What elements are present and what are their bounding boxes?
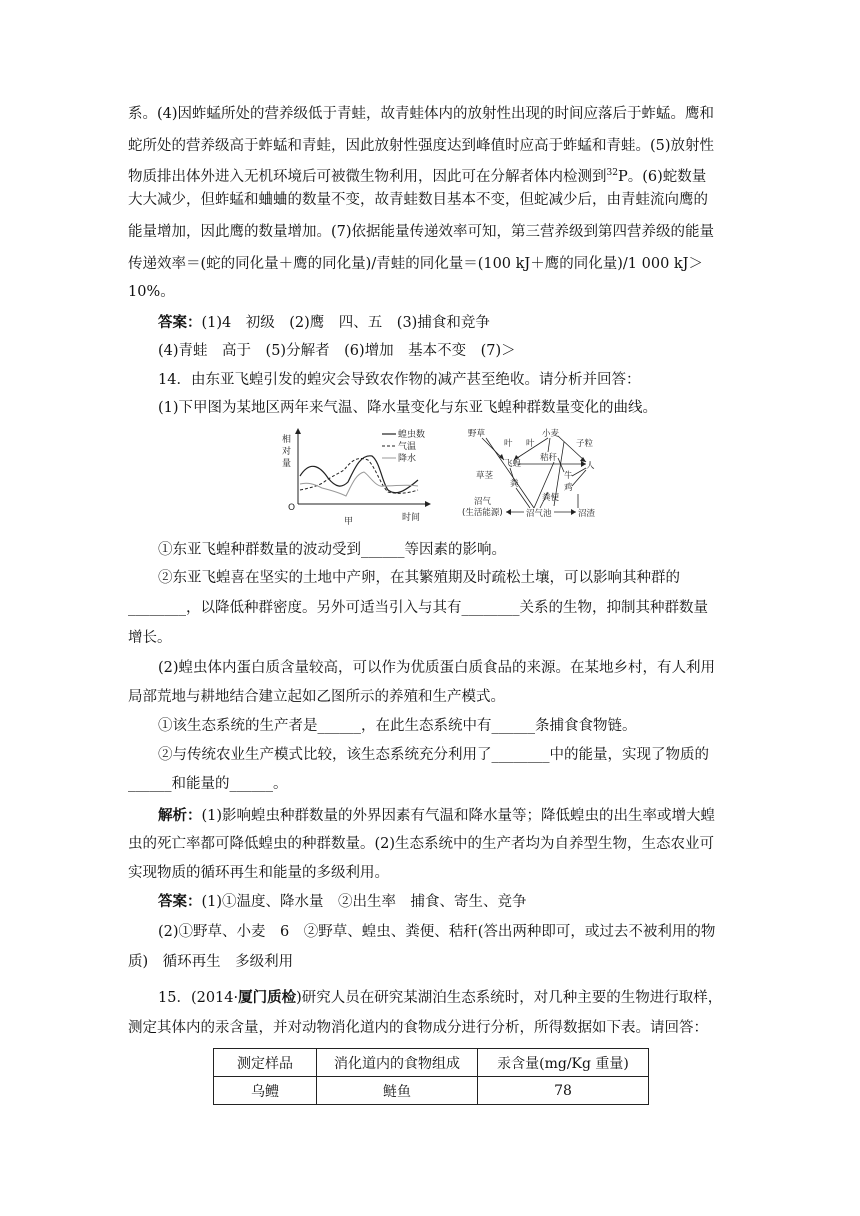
text-line: ①东亚飞蝗种群数量的波动受到______等因素的影响。 xyxy=(158,542,506,558)
node-biogas: 沼气 xyxy=(474,497,492,507)
graph-jia xyxy=(282,428,431,527)
node-locust: 飞蝗 xyxy=(504,459,522,469)
text-line: 大大减少，但蚱蜢和蛐蛐的数量不变，故青蛙数目基本不变，但蛇减少后，由青蛙流向鹰的 xyxy=(128,192,708,208)
legend-precipitation: 降水 xyxy=(398,454,417,464)
table-cell: 乌鳢 xyxy=(214,1077,317,1105)
table-cell: 78 xyxy=(478,1077,649,1105)
node-cattle: 牛 xyxy=(564,471,573,481)
analysis-line: 解析：(1)影响蝗虫种群数量的外界因素有气温和降水量等；降低蝗虫的出生率或增大蝗 xyxy=(158,808,716,824)
table-header-row xyxy=(214,1049,649,1077)
text-line: 虫的死亡率都可降低蝗虫的种群数量。(2)生态系统中的生产者均为自养型生物，生态农业可 xyxy=(128,836,715,852)
diagram-yi xyxy=(462,428,596,519)
answer-line: 答案：(1)4 初级 (2)鹰 四、五 (3)捕食和竞争 xyxy=(158,315,490,331)
node-energy-note: (生活能源) xyxy=(462,508,503,518)
text-line: (1)下甲图为某地区两年来气温、降水量变化与东亚飞蝗种群数量变化的曲线。 xyxy=(158,400,658,416)
node-wheat: 小麦 xyxy=(542,429,560,439)
node-grass-stem: 草茎 xyxy=(476,471,494,481)
text-line: 物质排出体外进入无机环境后可被微生物利用，因此可在分解者体内检测到$^{32}$P。(6)蛇数量 xyxy=(128,168,707,185)
question-title: 15．(2014·厦门质检)研究人员在研究某湖泊生态系统时，对几种主要的生物进行取样， xyxy=(158,990,723,1006)
caption-jia: 甲 xyxy=(344,517,354,527)
answer-line: 答案：(1)①温度、降水量 ②出生率 捕食、寄生、竞争 xyxy=(158,894,527,910)
answer-line: (2)①野草、小麦 6 ②野草、蝗虫、粪便、秸秆(答出两种即可，或过去不被利用的物 xyxy=(158,924,716,940)
node-residue: 沼渣 xyxy=(578,509,596,519)
text-line: ________，以降低种群密度。另外可适当引入与其有________关系的生物，抑制其种群数量 xyxy=(128,600,708,616)
answer-line: (4)青蛙 高于 (5)分解者 (6)增加 基本不变 (7)＞ xyxy=(158,343,516,359)
figure-graph-and-diagram xyxy=(278,426,608,530)
text-line: 测定其体内的汞含量，并对动物消化道内的食物成分进行分析，所得数据如下表。请回答： xyxy=(128,1020,708,1036)
legend-locust: 蝗虫数 xyxy=(398,430,426,440)
table-header: 测定样品 xyxy=(214,1049,317,1077)
text-line: 10%。 xyxy=(128,284,175,300)
text-line: ①该生态系统的生产者是______，在此生态系统中有______条捕食食物链。 xyxy=(158,718,637,734)
node-manure: 粪便 xyxy=(542,493,560,503)
text-line: (2)蝗虫体内蛋白质含量较高，可以作为优质蛋白质食品的来源。在某地乡村，有人利用 xyxy=(158,660,716,676)
text-line: 传递效率＝(蛇的同化量＋鹰的同化量)/青蛙的同化量＝(100 kJ＋鹰的同化量)/1 000 kJ＞ xyxy=(128,256,703,272)
text-line: 能量增加，因此鹰的数量增加。(7)依据能量传递效率可知，第三营养级到第四营养级的能量 xyxy=(128,224,715,240)
table-header: 汞含量(mg/Kg 重量) xyxy=(478,1049,649,1077)
y-label-2: 对 xyxy=(282,447,292,457)
table-cell: 鲢鱼 xyxy=(317,1077,478,1105)
table-header: 消化道内的食物组成 xyxy=(317,1049,478,1077)
text-line: 增长。 xyxy=(128,630,172,646)
x-axis-label: 时间 xyxy=(402,513,421,523)
origin-label: O xyxy=(288,503,296,513)
text-line: ______和能量的______。 xyxy=(128,776,288,792)
text-line: ②与传统农业生产模式比较，该生态系统充分利用了________中的能量，实现了物质的 xyxy=(158,747,709,763)
node-weeds: 野草 xyxy=(468,429,486,439)
legend-temperature: 气温 xyxy=(398,442,417,452)
text-line: 实现物质的循环再生和能量的多级利用。 xyxy=(128,865,389,881)
node-biogas-tank: 沼气池 xyxy=(526,509,552,519)
node-dung: 粪 xyxy=(510,479,519,489)
y-label-1: 相 xyxy=(282,435,292,445)
node-leaf-2: 叶 xyxy=(526,439,535,449)
node-straw: 秸秆 xyxy=(540,453,558,463)
text-line: ②东亚飞蝗喜在坚实的土地中产卵，在其繁殖期及时疏松土壤，可以影响其种群的 xyxy=(158,570,680,586)
text-line: 系。(4)因蚱蜢所处的营养级低于青蛙，故青蛙体内的放射性出现的时间应落后于蚱蜢。鹰和 xyxy=(128,106,715,122)
text-line: 蛇所处的营养级高于蚱蜢和青蛙，因此放射性强度达到峰值时应高于蚱蜢和青蛙。(5)放射性 xyxy=(128,138,715,154)
question-title: 14．由东亚飞蝗引发的蝗灾会导致农作物的减产甚至绝收。请分析并回答： xyxy=(158,372,641,388)
node-human: 人 xyxy=(586,461,595,471)
text-line: 局部荒地与耕地结合建立起如乙图所示的养殖和生产模式。 xyxy=(128,689,505,705)
node-chicken: 鸡 xyxy=(564,483,573,493)
node-leaf-1: 叶 xyxy=(504,439,513,449)
answer-line: 质) 循环再生 多级利用 xyxy=(128,954,294,970)
mercury-table xyxy=(213,1048,649,1105)
table-row xyxy=(214,1077,649,1105)
y-label-3: 量 xyxy=(282,459,292,469)
node-grain: 子粒 xyxy=(576,439,594,449)
